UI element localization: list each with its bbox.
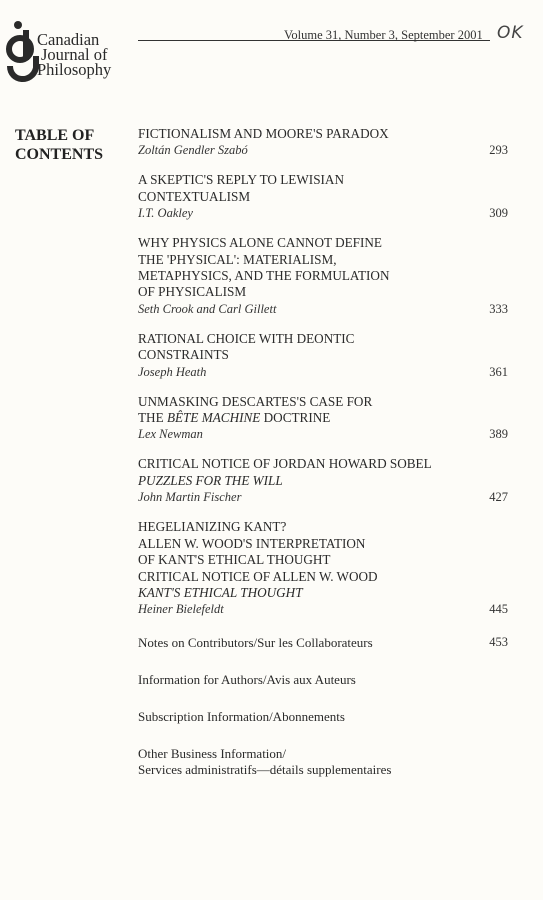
- notes-text: Services administratifs—détails supplementaires: [138, 762, 392, 778]
- entry-title: OF KANT'S ETHICAL THOUGHT: [138, 552, 331, 568]
- toc-heading-line2: CONTENTS: [15, 146, 104, 163]
- entry-title: FICTIONALISM AND MOORE'S PARADOX: [138, 126, 389, 141]
- handwritten-ok-mark: OK: [497, 23, 524, 43]
- entry-title: METAPHYSICS, AND THE FORMULATION: [138, 268, 390, 284]
- entry-page: 427: [489, 490, 508, 505]
- entry-author: John Martin Fischer: [138, 490, 242, 505]
- entry-page: 445: [489, 602, 508, 617]
- toc-entry[interactable]: [138, 331, 508, 380]
- entry-title-part: DOCTRINE: [260, 410, 331, 426]
- entry-author: Lex Newman: [138, 427, 203, 442]
- entry-title-italic: BÊTE MACHINE: [166, 410, 261, 426]
- toc-entry[interactable]: [138, 519, 508, 617]
- toc-entry[interactable]: [138, 394, 508, 443]
- entry-author: Joseph Heath: [138, 364, 207, 379]
- notes-text: Information for Authors/Avis aux Auteurs: [138, 672, 356, 688]
- notes-entry[interactable]: [138, 635, 508, 651]
- toc-heading-line1: TABLE OF: [15, 127, 95, 144]
- entry-title: A SKEPTIC'S REPLY TO LEWISIAN: [138, 172, 344, 188]
- entry-page: 293: [489, 143, 508, 158]
- entry-title: CONTEXTUALISM: [138, 188, 251, 204]
- journal-name: [37, 32, 111, 77]
- entry-page: 361: [489, 364, 508, 379]
- notes-entry[interactable]: [138, 672, 508, 688]
- toc-entry[interactable]: [138, 172, 508, 221]
- entry-title: OF PHYSICALISM: [138, 284, 247, 300]
- entry-title: UNMASKING DESCARTES'S CASE FOR: [138, 393, 373, 409]
- entry-title: [138, 410, 508, 426]
- notes-text: Subscription Information/Abonnements: [138, 709, 345, 725]
- entry-title: RATIONAL CHOICE WITH DEONTIC: [138, 330, 355, 346]
- journal-logo: [4, 16, 154, 88]
- entry-title-part: THE: [138, 410, 167, 426]
- journal-name-line2: Journal of: [41, 45, 108, 64]
- toc-entry[interactable]: [138, 456, 508, 505]
- entry-author: Seth Crook and Carl Gillett: [138, 301, 277, 316]
- toc-entry[interactable]: [138, 126, 508, 158]
- notes-text: Notes on Contributors/Sur les Collaborateurs: [138, 635, 373, 651]
- toc-list: [138, 126, 508, 799]
- entry-title: CONSTRAINTS: [138, 347, 229, 363]
- entry-author: I.T. Oakley: [138, 206, 193, 221]
- entry-title-italic: PUZZLES FOR THE WILL: [138, 472, 283, 488]
- entry-title: CRITICAL NOTICE OF ALLEN W. WOOD: [138, 568, 378, 584]
- notes-entry[interactable]: [138, 709, 508, 725]
- entry-author: Zoltán Gendler Szabó: [138, 143, 248, 158]
- entry-page: 309: [489, 206, 508, 221]
- entry-page: 389: [489, 427, 508, 442]
- notes-entry[interactable]: [138, 746, 508, 778]
- entry-page: 333: [489, 301, 508, 316]
- notes-page: 453: [489, 635, 508, 650]
- entry-author: Heiner Bielefeldt: [138, 602, 224, 617]
- journal-name-line3: Philosophy: [37, 60, 112, 79]
- entry-title: THE 'PHYSICAL': MATERIALISM,: [138, 251, 337, 267]
- entry-title: WHY PHYSICS ALONE CANNOT DEFINE: [138, 235, 382, 251]
- toc-entry[interactable]: [138, 235, 508, 317]
- entry-title: ALLEN W. WOOD'S INTERPRETATION: [138, 535, 366, 551]
- toc-heading: [15, 126, 103, 164]
- entry-title-italic: KANT'S ETHICAL THOUGHT: [138, 584, 303, 600]
- entry-title: HEGELIANIZING KANT?: [138, 519, 287, 535]
- journal-name-line1: Canadian: [37, 30, 100, 49]
- entry-title: CRITICAL NOTICE OF JORDAN HOWARD SOBEL: [138, 456, 432, 472]
- volume-info: Volume 31, Number 3, September 2001: [284, 28, 483, 42]
- notes-text: Other Business Information/: [138, 746, 287, 762]
